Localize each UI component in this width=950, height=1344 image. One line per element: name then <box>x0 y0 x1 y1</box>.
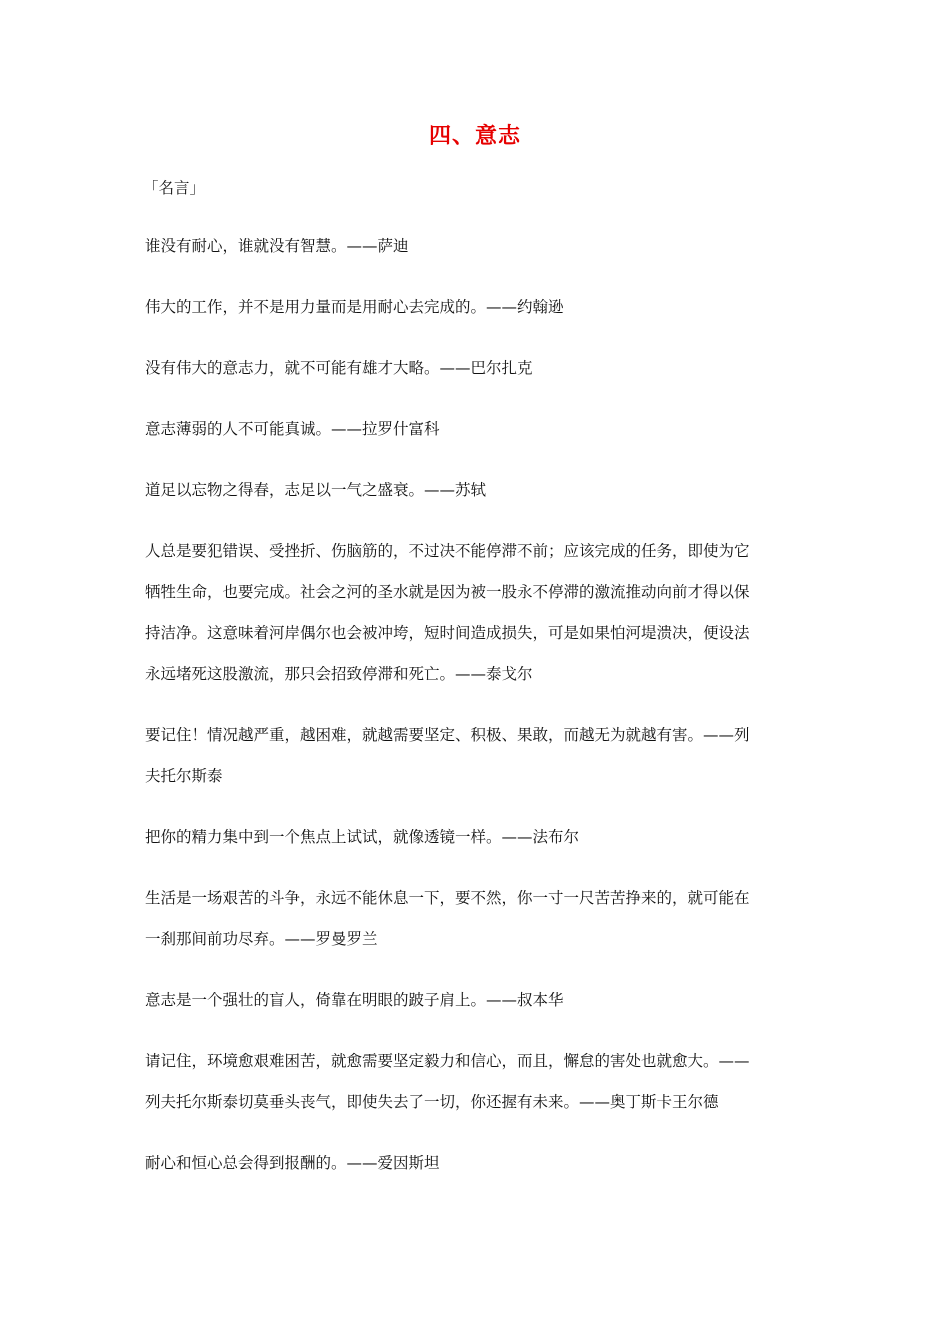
quote-paragraph <box>145 715 809 797</box>
quote-line: 夫托尔斯泰 <box>145 767 223 785</box>
quote-paragraph <box>145 817 809 858</box>
quote-line: 没有伟大的意志力，就不可能有雄才大略。——巴尔扎克 <box>145 359 533 377</box>
quote-paragraph <box>145 1041 809 1123</box>
quote-line: 永远堵死这股激流，那只会招致停滞和死亡。——泰戈尔 <box>145 665 533 683</box>
quote-line: 耐心和恒心总会得到报酬的。——爱因斯坦 <box>145 1154 440 1172</box>
quote-line: 伟大的工作，并不是用力量而是用耐心去完成的。——约翰逊 <box>145 298 564 316</box>
quote-paragraph <box>145 470 809 511</box>
quote-line: 列夫托尔斯泰切莫垂头丧气，即使失去了一切，你还握有未来。——奥丁斯卡王尔德 <box>145 1093 719 1111</box>
quote-paragraph <box>145 409 809 450</box>
quote-line: 要记住！情况越严重，越困难，就越需要坚定、积极、果敢，而越无为就越有害。——列 <box>145 726 750 744</box>
quote-paragraph <box>145 980 809 1021</box>
quote-line: 生活是一场艰苦的斗争，永远不能休息一下，要不然，你一寸一尺苦苦挣来的，就可能在 <box>145 889 750 907</box>
quote-paragraph <box>145 878 809 960</box>
quote-line: 意志薄弱的人不可能真诚。——拉罗什富科 <box>145 420 440 438</box>
page-title: 四、意志 <box>428 124 521 149</box>
quote-line: 请记住，环境愈艰难困苦，就愈需要坚定毅力和信心，而且，懈怠的害处也就愈大。—— <box>145 1052 750 1070</box>
quote-paragraph <box>145 531 809 695</box>
quote-paragraph <box>145 348 809 389</box>
quote-line: 人总是要犯错误、受挫折、伤脑筋的，不过决不能停滞不前；应该完成的任务，即使为它 <box>145 542 750 560</box>
quote-line: 持洁净。这意味着河岸偶尔也会被冲垮，短时间造成损失，可是如果怕河堤溃决，便设法 <box>145 624 750 642</box>
quote-line: 谁没有耐心，谁就没有智慧。——萨迪 <box>145 237 409 255</box>
quote-line: 意志是一个强壮的盲人，倚靠在明眼的跛子肩上。——叔本华 <box>145 991 564 1009</box>
quote-line: 道足以忘物之得春，志足以一气之盛衰。——苏轼 <box>145 481 487 499</box>
quote-paragraph <box>145 287 809 328</box>
quote-line: 一刹那间前功尽弃。——罗曼罗兰 <box>145 930 378 948</box>
quote-line: 牺牲生命，也要完成。社会之河的圣水就是因为被一股永不停滞的激流推动向前才得以保 <box>145 583 750 601</box>
quote-line: 把你的精力集中到一个焦点上试试，就像透镜一样。——法布尔 <box>145 828 580 846</box>
section-label: 「名言」 <box>143 179 206 197</box>
quote-paragraph <box>145 1143 809 1184</box>
quote-paragraph <box>145 226 809 267</box>
